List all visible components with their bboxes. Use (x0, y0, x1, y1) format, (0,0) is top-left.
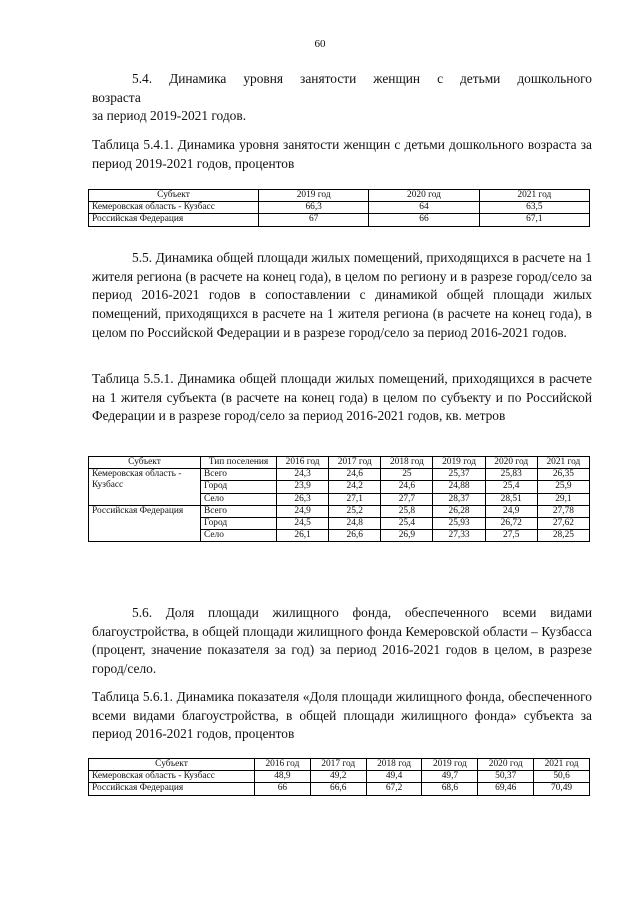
value-cell: 26,6 (329, 530, 381, 542)
header-cell: 2021 год (534, 759, 590, 771)
value-cell: 63,5 (479, 202, 589, 214)
value-cell: 27,33 (433, 530, 485, 542)
value-cell: 24,6 (381, 481, 433, 493)
value-cell: 25,37 (433, 469, 485, 481)
table-row (89, 214, 590, 226)
value-cell: 67 (259, 214, 369, 226)
value-cell: 69,46 (478, 783, 534, 795)
value-cell: 28,51 (485, 493, 537, 505)
value-cell: 66,6 (310, 783, 366, 795)
value-cell: 27,5 (485, 530, 537, 542)
value-cell: 29,1 (537, 493, 589, 505)
value-cell: 70,49 (534, 783, 590, 795)
value-cell: 25,93 (433, 518, 485, 530)
value-cell: 50,6 (534, 771, 590, 783)
value-cell: 25,2 (329, 505, 381, 517)
section-5-5-text: 5.5. Динамика общей площади жилых помещений, приходящихся в расчете на 1 жителя региона (в расчете на конец года), в целом по региону и в разрезе город/село за период 2016-2021 годов в сопоставлении с динамикой общей площади жилых помещений, приходящихся в расчете на 1 жителя региона (в расчете на конец года), в целом по Российской Федерации и в разрезе город/село за период 2016-2021 годов. (92, 250, 592, 340)
subject-cell: Кемеровская область - Кузбасс (89, 771, 255, 783)
value-cell: 24,6 (329, 469, 381, 481)
subject-cell: Кемеровская область - Кузбасс (89, 202, 259, 214)
value-cell: 28,37 (433, 493, 485, 505)
table-row (89, 202, 590, 214)
heading-line-3: за период 2019-2021 годов. (92, 108, 247, 124)
value-cell: 67,2 (366, 783, 422, 795)
header-cell: 2017 год (329, 457, 381, 469)
table-5-6-1 (88, 758, 590, 796)
table-5-4-1 (88, 189, 590, 227)
value-cell: 24,3 (277, 469, 329, 481)
value-cell: 27,62 (537, 518, 589, 530)
type-cell: Город (201, 518, 277, 530)
header-cell: Тип поселения (201, 457, 277, 469)
value-cell: 66 (369, 214, 479, 226)
value-cell: 23,9 (277, 481, 329, 493)
table-row (89, 771, 590, 783)
value-cell: 24,9 (485, 505, 537, 517)
value-cell: 26,9 (381, 530, 433, 542)
heading-line-1: 5.4. Динамика уровня занятости женщин с детьми дошкольного (132, 71, 592, 86)
header-cell: 2021 год (479, 190, 589, 202)
value-cell: 49,7 (422, 771, 478, 783)
table-5-5-1-caption: Таблица 5.5.1. Динамика общей площади жилых помещений, приходящихся в расчете на 1 жителя субъекта (в расчете на конец года) в целом по субъекту и по Российской Федерации и в разрезе город/село за период 2016-2021 годов, кв. метров (92, 371, 592, 424)
header-cell: 2019 год (433, 457, 485, 469)
value-cell: 28,25 (537, 530, 589, 542)
table-header-row (89, 190, 590, 202)
header-cell: 2019 год (259, 190, 369, 202)
section-5-4-heading (92, 70, 592, 126)
value-cell: 24,2 (329, 481, 381, 493)
value-cell: 49,4 (366, 771, 422, 783)
table-5-4-1-caption: Таблица 5.4.1. Динамика уровня занятости женщин с детьми дошкольного возраста за период 2019-2021 годов, процентов (92, 137, 592, 171)
value-cell: 26,28 (433, 505, 485, 517)
value-cell: 25,4 (381, 518, 433, 530)
value-cell: 25 (381, 469, 433, 481)
value-cell: 66 (255, 783, 311, 795)
value-cell: 27,7 (381, 493, 433, 505)
header-cell: 2021 год (537, 457, 589, 469)
type-cell: Село (201, 493, 277, 505)
table-header-row (89, 759, 590, 771)
header-cell: 2018 год (381, 457, 433, 469)
value-cell: 27,1 (329, 493, 381, 505)
value-cell: 26,3 (277, 493, 329, 505)
value-cell: 24,9 (277, 505, 329, 517)
value-cell: 26,72 (485, 518, 537, 530)
header-cell: 2020 год (485, 457, 537, 469)
value-cell: 50,37 (478, 771, 534, 783)
table-row (89, 783, 590, 795)
value-cell: 25,83 (485, 469, 537, 481)
header-cell: Субъект (89, 759, 255, 771)
value-cell: 25,9 (537, 481, 589, 493)
value-cell: 25,8 (381, 505, 433, 517)
table-row (89, 505, 590, 517)
header-cell: 2016 год (277, 457, 329, 469)
header-cell: Субъект (89, 190, 259, 202)
value-cell: 64 (369, 202, 479, 214)
value-cell: 25,4 (485, 481, 537, 493)
header-cell: 2017 год (310, 759, 366, 771)
table-row (89, 469, 590, 481)
value-cell: 68,6 (422, 783, 478, 795)
header-cell: 2016 год (255, 759, 311, 771)
subject-cell: Российская Федерация (89, 783, 255, 795)
section-5-6-text: 5.6. Доля площади жилищного фонда, обеспеченного всеми видами благоустройства, в общей площади жилищного фонда Кемеровской области – Кузбасса (процент, значение показателя за год) за период 2016-2021 годов в целом, в разрезе город/село. (92, 605, 592, 677)
subject-cell: Российская Федерация (89, 505, 201, 542)
value-cell: 48,9 (255, 771, 311, 783)
table-5-5-1 (88, 456, 590, 542)
value-cell: 27,78 (537, 505, 589, 517)
subject-cell: Кемеровская область - Кузбасс (89, 469, 201, 506)
type-cell: Всего (201, 469, 277, 481)
value-cell: 24,8 (329, 518, 381, 530)
table-5-6-1-caption: Таблица 5.6.1. Динамика показателя «Доля площади жилищного фонда, обеспеченного всеми видами благоустройства, в общей площади жилищного фонда» субъекта за период 2016-2021 годов, процентов (92, 689, 592, 742)
table-header-row (89, 457, 590, 469)
value-cell: 26,1 (277, 530, 329, 542)
value-cell: 24,5 (277, 518, 329, 530)
type-cell: Всего (201, 505, 277, 517)
header-cell: Субъект (89, 457, 201, 469)
subject-cell: Российская Федерация (89, 214, 259, 226)
value-cell: 24,88 (433, 481, 485, 493)
value-cell: 26,35 (537, 469, 589, 481)
value-cell: 67,1 (479, 214, 589, 226)
type-cell: Город (201, 481, 277, 493)
header-cell: 2019 год (422, 759, 478, 771)
value-cell: 49,2 (310, 771, 366, 783)
header-cell: 2020 год (478, 759, 534, 771)
page-number: 60 (314, 38, 326, 50)
type-cell: Село (201, 530, 277, 542)
header-cell: 2018 год (366, 759, 422, 771)
header-cell: 2020 год (369, 190, 479, 202)
value-cell: 66,3 (259, 202, 369, 214)
heading-line-2: возраста (92, 89, 141, 105)
